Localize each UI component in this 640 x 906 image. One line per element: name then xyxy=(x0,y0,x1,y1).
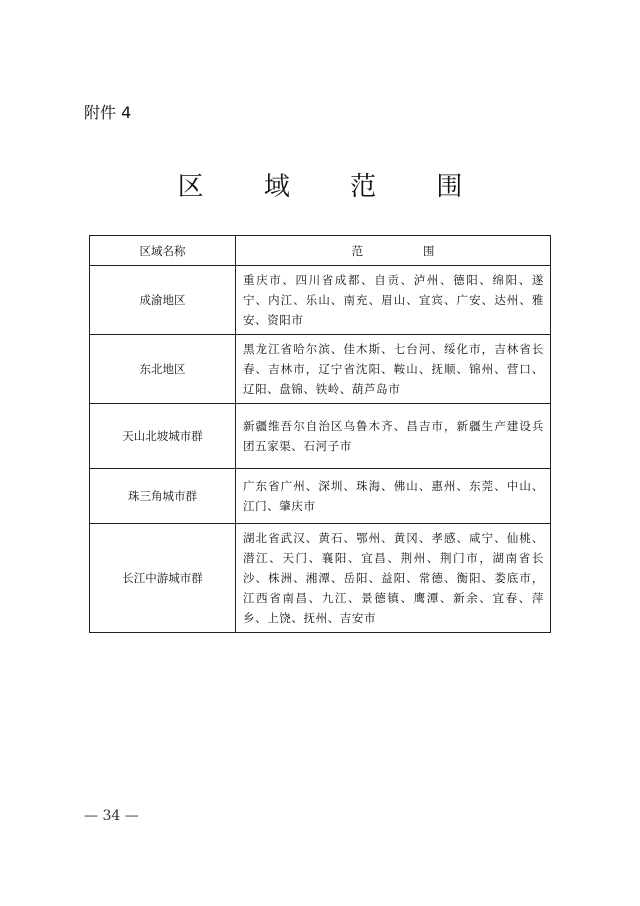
header-range: 范 围 xyxy=(236,236,551,266)
table-header-row xyxy=(90,236,551,266)
region-range-cell: 新疆维吾尔自治区乌鲁木齐、昌吉市，新疆生产建设兵团五家渠、石河子市 xyxy=(236,404,551,469)
region-name-cell: 长江中游城市群 xyxy=(90,524,236,633)
region-name-cell: 东北地区 xyxy=(90,335,236,404)
attachment-label: 附件 4 xyxy=(84,103,132,122)
header-region-name: 区域名称 xyxy=(90,236,236,266)
region-name-cell: 珠三角城市群 xyxy=(90,469,236,524)
table-row xyxy=(90,404,551,469)
table-row xyxy=(90,266,551,335)
region-range-cell: 重庆市、四川省成都、自贡、泸州、德阳、绵阳、遂宁、内江、乐山、南充、眉山、宜宾、广安、达州、雅安、资阳市 xyxy=(236,266,551,335)
region-range-table xyxy=(89,235,551,633)
table-row xyxy=(90,469,551,524)
table-row xyxy=(90,524,551,633)
region-range-cell: 广东省广州、深圳、珠海、佛山、惠州、东莞、中山、江门、肇庆市 xyxy=(236,469,551,524)
table-row xyxy=(90,335,551,404)
region-range-cell: 湖北省武汉、黄石、鄂州、黄冈、孝感、咸宁、仙桃、潜江、天门、襄阳、宜昌、荆州、荆门市，湖南省长沙、株洲、湘潭、岳阳、益阳、常德、衡阳、娄底市，江西省南昌、九江、景德镇、鹰潭、新余、宜春、萍乡、上饶、抚州、吉安市 xyxy=(236,524,551,633)
region-name-cell: 天山北坡城市群 xyxy=(90,404,236,469)
page-title: 区 域 范 围 xyxy=(177,172,489,202)
region-range-cell: 黑龙江省哈尔滨、佳木斯、七台河、绥化市，吉林省长春、吉林市，辽宁省沈阳、鞍山、抚顺、锦州、营口、辽阳、盘锦、铁岭、葫芦岛市 xyxy=(236,335,551,404)
page-number: — 34 — xyxy=(84,808,139,824)
region-name-cell: 成渝地区 xyxy=(90,266,236,335)
